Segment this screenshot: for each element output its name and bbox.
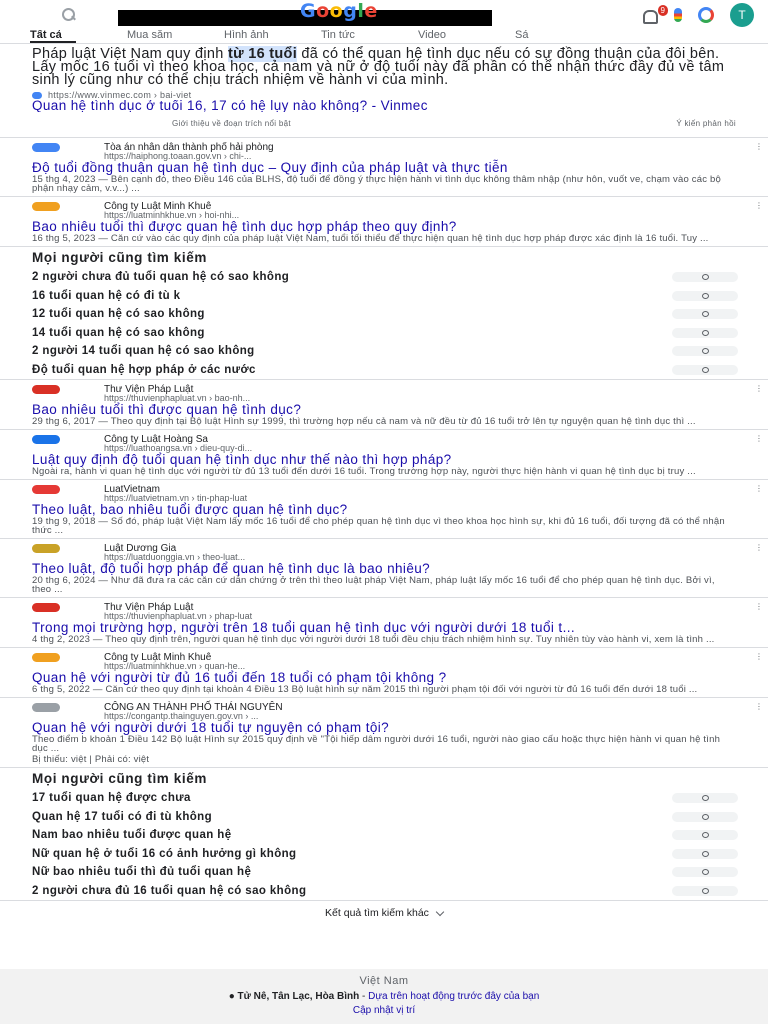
search-result [0, 138, 768, 197]
result-description: 19 thg 9, 2018 — Số đó, pháp luật Việt Nam lấy mốc 16 tuổi để cho phép quan hệ tình dục vì theo khoa học hình sự, khi đủ 16 tuổi, đối tượng đã có thể nhận thức ... [32, 516, 725, 536]
people-also-search-1 [0, 247, 768, 380]
site-favicon-icon [32, 653, 60, 662]
related-search-label: 12 tuổi quan hệ có sao không [32, 308, 205, 321]
result-site-name: Thư Viện Pháp Luật [104, 383, 194, 395]
search-result [0, 430, 768, 480]
search-icon [672, 867, 738, 877]
people-also-search-2 [0, 768, 768, 901]
tab-5[interactable]: Sá [515, 30, 529, 41]
search-icon [672, 812, 738, 822]
site-favicon-icon [32, 143, 60, 152]
result-description: 15 thg 4, 2023 — Bên cạnh đó, theo Điều 146 của BLHS, độ tuổi để đồng ý thực hiện hành vi tình dục không thâm nhập (như hôn, vuốt ve, chạm vào các bộ phận nhạy cảm, v.v...) ... [32, 174, 721, 194]
site-favicon-icon [32, 385, 60, 394]
notification-bell-icon[interactable] [640, 6, 665, 22]
footer-location: ● Tử Nê, Tân Lạc, Hòa Bình - Dựa trên hoạt động trước đây của bạn [228, 991, 540, 1002]
site-favicon-icon [32, 603, 60, 612]
more-options-icon[interactable]: ⋮ [755, 434, 763, 443]
result-site-name: Công ty Luật Minh Khuê [104, 651, 212, 663]
results-group-b [0, 380, 768, 768]
more-options-icon[interactable]: ⋮ [755, 142, 763, 151]
tab-3[interactable]: Tin tức [321, 30, 355, 41]
related-search-item[interactable] [0, 808, 768, 827]
related-search-label: Quan hệ 17 tuổi có đi tù không [32, 810, 213, 823]
related-search-item[interactable] [0, 863, 768, 882]
related-search-label: Độ tuổi quan hệ hợp pháp ở các nước [32, 363, 256, 376]
related-search-label: Nam bao nhiêu tuổi được quan hệ [32, 829, 232, 842]
google-logo[interactable]: Google [300, 0, 378, 22]
result-title-link[interactable]: Quan hệ với người từ đủ 16 tuổi đến 18 tuổi có phạm tội không ? [32, 670, 447, 685]
result-site-name: Thư Viện Pháp Luật [104, 601, 194, 613]
related-search-item[interactable] [0, 361, 768, 380]
search-result [0, 698, 768, 768]
result-site-name: LuatVietnam [104, 483, 160, 495]
search-icon [672, 272, 738, 282]
result-site-name: Công ty Luật Hoàng Sa [104, 433, 208, 445]
more-options-icon[interactable]: ⋮ [755, 702, 763, 711]
result-description: 4 thg 2, 2023 — Theo quy định trên, người quan hệ tình dục với người dưới 18 tuổi đều chịu trách nhiệm hình sự. Tuy nhiên tùy vào hành vi, xem là tình ... [32, 634, 715, 645]
related-search-item[interactable] [0, 305, 768, 324]
result-description: Theo điểm b khoản 1 Điều 142 Bộ luật Hình sự 2015 quy định về "Tội hiếp dâm người dưới 16 tuổi, người nào giao cấu hoặc thực hiện hành vi quan hệ tình dục ... [32, 734, 721, 754]
search-icon [672, 328, 738, 338]
snippet-source-url: https://www.vinmec.com › bai-viet [32, 90, 736, 100]
related-search-item[interactable] [0, 268, 768, 287]
search-icon[interactable] [60, 6, 78, 24]
result-url: https://luatvietnam.vn › tin-phap-luat [104, 494, 248, 503]
search-result [0, 598, 768, 648]
result-url: https://luatminhkhue.vn › quan-he... [104, 662, 246, 671]
search-result [0, 197, 768, 247]
featured-snippet [0, 44, 768, 130]
tab-1[interactable]: Mua sắm [127, 30, 173, 41]
more-options-icon[interactable]: ⋮ [755, 484, 763, 493]
tab-2[interactable]: Hình ảnh [224, 30, 269, 41]
search-result [0, 380, 768, 430]
more-options-icon[interactable]: ⋮ [755, 384, 763, 393]
result-site-name: Luật Dương Gia [104, 542, 177, 554]
search-icon [672, 309, 738, 319]
pas-heading: Mọi người cũng tìm kiếm [32, 250, 207, 265]
search-icon [672, 365, 738, 375]
search-icon [672, 886, 738, 896]
result-description: 20 thg 6, 2024 — Như đã đưa ra các căn cứ dẫn chứng ở trên thì theo luật pháp Việt Nam, pháp luật lấy mốc 16 tuổi để cho phép quan hệ tình dục. Bởi vì, theo ... [32, 575, 715, 595]
result-url: https://thuvienphapluat.vn › phap-luat [104, 612, 253, 621]
result-url: https://thuvienphapluat.vn › bao-nh... [104, 394, 251, 403]
more-options-icon[interactable]: ⋮ [755, 543, 763, 552]
related-search-label: 2 người chưa đủ 16 tuổi quan hệ có sao không [32, 884, 307, 897]
result-description: 6 thg 5, 2022 — Căn cứ theo quy định tại khoản 4 Điều 13 Bộ luật hình sự năm 2015 thì người phạm tội đối với người từ đủ 16 tuổi đến dưới 18 tuổi ... [32, 684, 698, 695]
google-lens-icon[interactable] [698, 7, 714, 23]
related-search-item[interactable] [0, 789, 768, 808]
search-icon [672, 346, 738, 356]
site-favicon-icon [32, 544, 60, 553]
footer-country: Việt Nam [359, 975, 409, 987]
result-title-link[interactable]: Bao nhiêu tuổi thì được quan hệ tình dục? [32, 402, 302, 417]
related-search-label: 2 người 14 tuổi quan hệ có sao không [32, 345, 255, 358]
tab-0[interactable]: Tất cả [30, 30, 127, 43]
search-icon [672, 830, 738, 840]
top-bar [0, 0, 768, 30]
more-results-button[interactable]: Kết quả tìm kiếm khác [0, 901, 768, 925]
snippet-title-link[interactable]: Quan hệ tình dục ở tuổi 16, 17 có hệ lụy nào không? - Vinmec [32, 100, 428, 112]
result-site-name: CÔNG AN THÀNH PHỐ THÁI NGUYÊN [104, 701, 283, 713]
update-location-link[interactable]: Cập nhật vị trí [352, 1005, 416, 1016]
search-result [0, 539, 768, 598]
related-search-label: 2 người chưa đủ tuổi quan hệ có sao không [32, 271, 290, 284]
tab-4[interactable]: Video [418, 30, 446, 41]
search-icon [672, 793, 738, 803]
result-title-link[interactable]: Theo luật, độ tuổi hợp pháp để quan hệ tình dục là bao nhiêu? [32, 561, 431, 576]
result-description: Ngoài ra, hành vi quan hệ tình dục với người từ đủ 13 tuổi đến dưới 16 tuổi. Trong trường hợp này, người thực hiện hành vi quan hệ tình dục bị truy ... [32, 466, 696, 477]
result-url: https://luatminhkhue.vn › hoi-nhi... [104, 211, 240, 220]
more-options-icon[interactable]: ⋮ [755, 652, 763, 661]
result-title-link[interactable]: Trong mọi trường hợp, người trên 18 tuổi quan hệ tình dục với người dưới 18 tuổi t... [32, 620, 576, 635]
result-title-link[interactable]: Bao nhiêu tuổi thì được quan hệ tình dục hợp pháp theo quy định? [32, 219, 457, 234]
related-search-label: 14 tuổi quan hệ có sao không [32, 326, 205, 339]
search-result [0, 648, 768, 698]
related-search-label: 16 tuổi quan hệ có đi tù k [32, 289, 181, 302]
search-tabs [0, 30, 768, 44]
more-options-icon[interactable]: ⋮ [755, 602, 763, 611]
related-search-item[interactable] [0, 845, 768, 864]
notification-badge: 9 [658, 5, 668, 16]
about-snippet-link[interactable]: Giới thiệu về đoạn trích nổi bật [172, 119, 291, 128]
result-url: https://luathoangsa.vn › dieu-quy-di... [104, 444, 253, 453]
search-icon [672, 291, 738, 301]
result-description: 29 thg 6, 2017 — Theo quy định tại Bộ luật Hình sự 1999, thì trường hợp nếu cả nam và nữ đều từ đủ 16 tuổi trở lên tự nguyện quan hệ tình dục thì ... [32, 416, 696, 427]
site-favicon-icon [32, 435, 60, 444]
footer [0, 969, 768, 1024]
divider [0, 130, 768, 138]
snippet-text: Pháp luật Việt Nam quy định từ 16 tuổi đã có thể quan hệ tình dục nếu có sự đồng thuận của đôi bên. Lấy mốc 16 tuổi vì theo khoa học, cả nam và nữ ở độ tuổi này đã phần có thể nhận thức đầy đủ về tâm sinh lý cũng như có thể chịu trách nhiệm về hành vi của mình. [32, 46, 725, 88]
mic-icon[interactable] [674, 8, 682, 22]
related-search-item[interactable] [0, 324, 768, 343]
related-search-label: 17 tuổi quan hệ được chưa [32, 792, 191, 805]
results-group-a [0, 138, 768, 247]
related-search-label: Nữ quan hệ ở tuổi 16 có ảnh hưởng gì không [32, 847, 297, 860]
search-icon [672, 849, 738, 859]
related-search-item[interactable] [0, 826, 768, 845]
site-favicon-icon [32, 703, 60, 712]
result-description: 16 thg 5, 2023 — Căn cứ vào các quy định của pháp luật Việt Nam, tuổi tối thiểu để thực hiện quan hệ tình dục hợp pháp được xác định là 16 tuổi. Tuy ... [32, 233, 709, 244]
result-title-link[interactable]: Luật quy định độ tuổi quan hệ tình dục như thế nào thì hợp pháp? [32, 452, 452, 467]
pas-heading: Mọi người cũng tìm kiếm [32, 771, 207, 786]
result-missing-terms: Bị thiếu: việt | Phải có: việt [32, 754, 150, 765]
result-site-name: Công ty Luật Minh Khuê [104, 200, 212, 212]
related-search-item[interactable] [0, 287, 768, 306]
site-favicon-icon [32, 202, 60, 211]
result-url: https://haiphong.toaan.gov.vn › chi-... [104, 152, 252, 161]
vinmec-favicon-icon [32, 92, 42, 99]
result-url: https://congantp.thainguyen.gov.vn › ... [104, 712, 259, 721]
more-options-icon[interactable]: ⋮ [755, 201, 763, 210]
related-search-item[interactable] [0, 342, 768, 361]
result-title-link[interactable]: Quan hệ với người dưới 18 tuổi tự nguyện có phạm tội? [32, 720, 390, 735]
location-note-link[interactable]: Dựa trên hoạt động trước đây của bạn [368, 991, 540, 1002]
result-title-link[interactable]: Độ tuổi đồng thuận quan hệ tình dục – Quy định của pháp luật và thực tiễn [32, 160, 508, 175]
result-url: https://luatduonggia.vn › theo-luat... [104, 553, 246, 562]
result-title-link[interactable]: Theo luật, bao nhiêu tuổi được quan hệ tình dục? [32, 502, 348, 517]
site-favicon-icon [32, 485, 60, 494]
result-site-name: Tòa án nhân dân thành phố hải phòng [104, 141, 274, 153]
avatar[interactable]: T [730, 3, 754, 27]
feedback-link[interactable]: Ý kiến phản hồi [676, 119, 736, 128]
snippet-highlight: từ 16 tuổi [227, 46, 298, 62]
chevron-down-icon [436, 907, 444, 915]
search-result [0, 480, 768, 539]
related-search-label: Nữ bao nhiêu tuổi thì đủ tuổi quan hệ [32, 866, 252, 879]
related-search-item[interactable] [0, 882, 768, 901]
